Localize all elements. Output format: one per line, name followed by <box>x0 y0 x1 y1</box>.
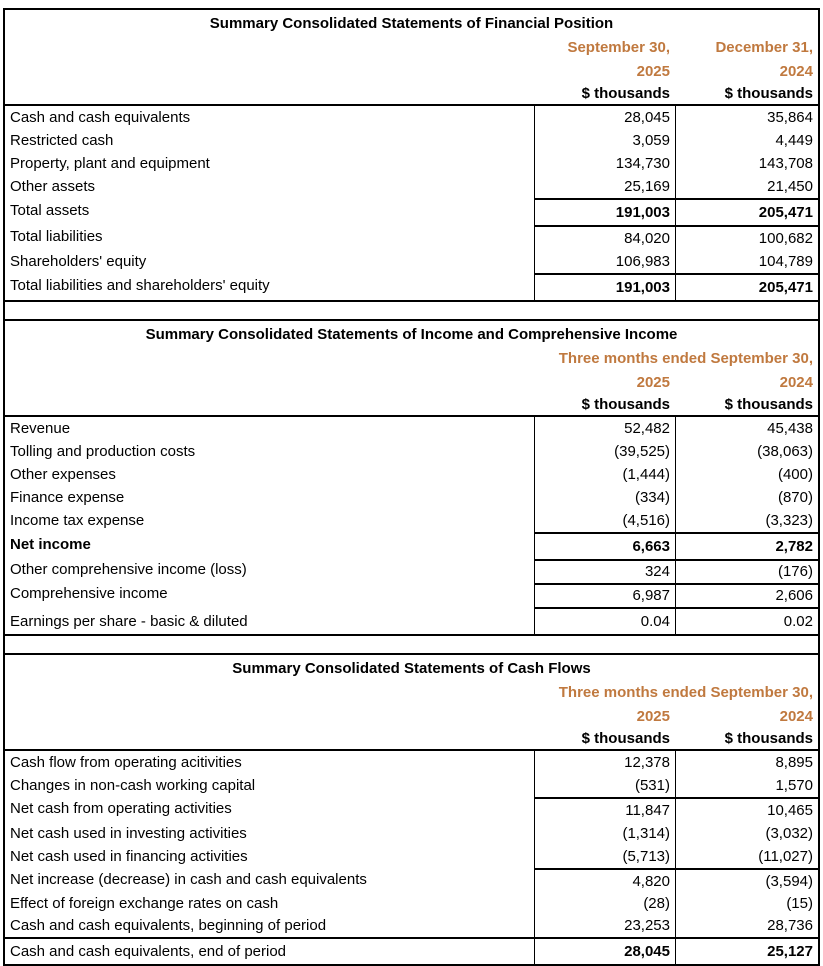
value-2024: (400) <box>675 463 818 486</box>
value-2025: 324 <box>534 559 675 583</box>
value-2025: 6,987 <box>534 583 675 607</box>
value-2025: 25,169 <box>534 175 675 198</box>
value-2025: (531) <box>534 774 675 797</box>
value-2024: 10,465 <box>675 797 818 822</box>
value-2024: (3,323) <box>675 509 818 532</box>
table-row <box>5 417 818 440</box>
table-row <box>5 915 818 937</box>
row-label: Finance expense <box>10 489 125 506</box>
row-label: Earnings per share - basic & diluted <box>10 613 248 630</box>
value-2024: (3,032) <box>675 822 818 845</box>
row-label: Income tax expense <box>10 512 145 529</box>
table-row <box>5 486 818 509</box>
table-row <box>5 822 818 845</box>
table-title: Summary Consolidated Statements of Cash Flows <box>232 660 591 677</box>
value-2025: (28) <box>534 893 675 915</box>
value-2024: (870) <box>675 486 818 509</box>
row-label: Property, plant and equipment <box>10 155 210 172</box>
table-row <box>5 774 818 797</box>
value-2025: 191,003 <box>534 273 675 300</box>
value-2025: (4,516) <box>534 509 675 532</box>
row-label: Comprehensive income <box>10 585 168 602</box>
value-2024: 0.02 <box>675 609 818 634</box>
value-2024: 2,606 <box>675 583 818 607</box>
table-row-net-income <box>5 532 818 559</box>
value-2024: 205,471 <box>675 273 818 300</box>
value-2024: 104,789 <box>675 250 818 273</box>
value-2024: 25,127 <box>675 939 818 964</box>
table-row-total-liabilities-equity <box>5 273 818 300</box>
value-2025: 28,045 <box>534 939 675 964</box>
financial-statements-sheet <box>3 8 820 966</box>
table-gap <box>5 302 818 319</box>
column-header-unit-2024: $ thousands <box>724 396 813 413</box>
table-row <box>5 797 818 822</box>
row-label: Net cash used in investing activities <box>10 825 247 842</box>
column-header-unit-2025: $ thousands <box>581 396 670 413</box>
value-2025: 191,003 <box>534 198 675 225</box>
value-2025: 52,482 <box>534 417 675 440</box>
value-2025: 84,020 <box>534 225 675 250</box>
table-row <box>5 106 818 129</box>
value-2024: 28,736 <box>675 915 818 937</box>
value-2024: 4,449 <box>675 129 818 152</box>
column-header-year-2024: 2024 <box>779 374 813 391</box>
value-2025: (1,314) <box>534 822 675 845</box>
value-2024: 35,864 <box>675 106 818 129</box>
row-label: Net cash used in financing activities <box>10 848 248 865</box>
row-label: Net income <box>10 536 91 553</box>
row-label: Effect of foreign exchange rates on cash <box>10 895 279 912</box>
table-row-cash-end-of-period <box>5 937 818 964</box>
row-label: Shareholders' equity <box>10 253 147 270</box>
row-label: Other assets <box>10 178 96 195</box>
table-row <box>5 250 818 273</box>
row-label: Cash and cash equivalents <box>10 109 191 126</box>
table-row <box>5 893 818 915</box>
financial-position-header <box>5 10 818 106</box>
value-2024: 1,570 <box>675 774 818 797</box>
table-row <box>5 225 818 250</box>
row-label: Other expenses <box>10 466 116 483</box>
value-2025: 0.04 <box>534 609 675 634</box>
value-2025: 6,663 <box>534 532 675 559</box>
column-header-unit-2025: $ thousands <box>581 85 670 102</box>
row-label: Net cash from operating activities <box>10 800 232 817</box>
value-2025: (5,713) <box>534 845 675 868</box>
income-statement-header <box>5 321 818 417</box>
cash-flows-table <box>5 653 818 964</box>
table-row <box>5 440 818 463</box>
period-header: Three months ended September 30, <box>558 350 813 367</box>
value-2025: 28,045 <box>534 106 675 129</box>
value-2025: 106,983 <box>534 250 675 273</box>
value-2025: 134,730 <box>534 152 675 175</box>
table-row <box>5 175 818 198</box>
row-label: Tolling and production costs <box>10 443 196 460</box>
column-header-year-2025: 2025 <box>636 708 670 725</box>
value-2024: (38,063) <box>675 440 818 463</box>
value-2024: 2,782 <box>675 532 818 559</box>
table-row <box>5 868 818 893</box>
row-label: Total assets <box>10 202 90 219</box>
row-label: Cash and cash equivalents, beginning of period <box>10 917 327 934</box>
cash-flows-header <box>5 655 818 751</box>
column-header-year-2025: 2025 <box>636 374 670 391</box>
table-row <box>5 583 818 607</box>
row-label: Other comprehensive income (loss) <box>10 561 247 578</box>
table-row <box>5 845 818 868</box>
value-2024: 21,450 <box>675 175 818 198</box>
table-row <box>5 509 818 532</box>
row-label: Cash and cash equivalents, end of period <box>10 943 287 960</box>
value-2025: (39,525) <box>534 440 675 463</box>
row-label: Total liabilities <box>10 228 103 245</box>
value-2025: (1,444) <box>534 463 675 486</box>
column-header-unit-2024: $ thousands <box>724 85 813 102</box>
value-2024: 45,438 <box>675 417 818 440</box>
value-2025: 3,059 <box>534 129 675 152</box>
value-2025: (334) <box>534 486 675 509</box>
value-2024: (15) <box>675 893 818 915</box>
value-2024: (176) <box>675 559 818 583</box>
value-2025: 12,378 <box>534 751 675 774</box>
row-label: Revenue <box>10 420 71 437</box>
value-2024: 205,471 <box>675 198 818 225</box>
row-label: Restricted cash <box>10 132 114 149</box>
financial-position-table <box>5 10 818 302</box>
value-2025: 11,847 <box>534 797 675 822</box>
row-label: Cash flow from operating acitivities <box>10 754 242 771</box>
table-row-total-assets <box>5 198 818 225</box>
table-row <box>5 559 818 583</box>
column-header-unit-2025: $ thousands <box>581 730 670 747</box>
value-2024: 100,682 <box>675 225 818 250</box>
table-row <box>5 751 818 774</box>
column-header-unit-2024: $ thousands <box>724 730 813 747</box>
income-statement-table <box>5 319 818 636</box>
column-header-date-2024: December 31, <box>715 39 813 56</box>
column-header-year-2024: 2024 <box>779 708 813 725</box>
table-row-eps <box>5 609 818 634</box>
value-2025: 23,253 <box>534 915 675 937</box>
column-header-year-2024: 2024 <box>779 63 813 80</box>
table-row <box>5 129 818 152</box>
value-2024: 143,708 <box>675 152 818 175</box>
row-label: Net increase (decrease) in cash and cash equivalents <box>10 871 367 888</box>
value-2024: (11,027) <box>675 845 818 868</box>
value-2025: 4,820 <box>534 868 675 893</box>
table-row <box>5 152 818 175</box>
table-title: Summary Consolidated Statements of Financial Position <box>209 15 614 32</box>
column-header-year-2025: 2025 <box>636 63 670 80</box>
value-2024: (3,594) <box>675 868 818 893</box>
period-header: Three months ended September 30, <box>558 684 813 701</box>
table-title: Summary Consolidated Statements of Income and Comprehensive Income <box>145 326 678 343</box>
row-label: Changes in non-cash working capital <box>10 777 256 794</box>
table-row <box>5 463 818 486</box>
table-gap <box>5 636 818 653</box>
row-label: Total liabilities and shareholders' equity <box>10 277 270 294</box>
value-2024: 8,895 <box>675 751 818 774</box>
column-header-date-2025: September 30, <box>567 39 670 56</box>
